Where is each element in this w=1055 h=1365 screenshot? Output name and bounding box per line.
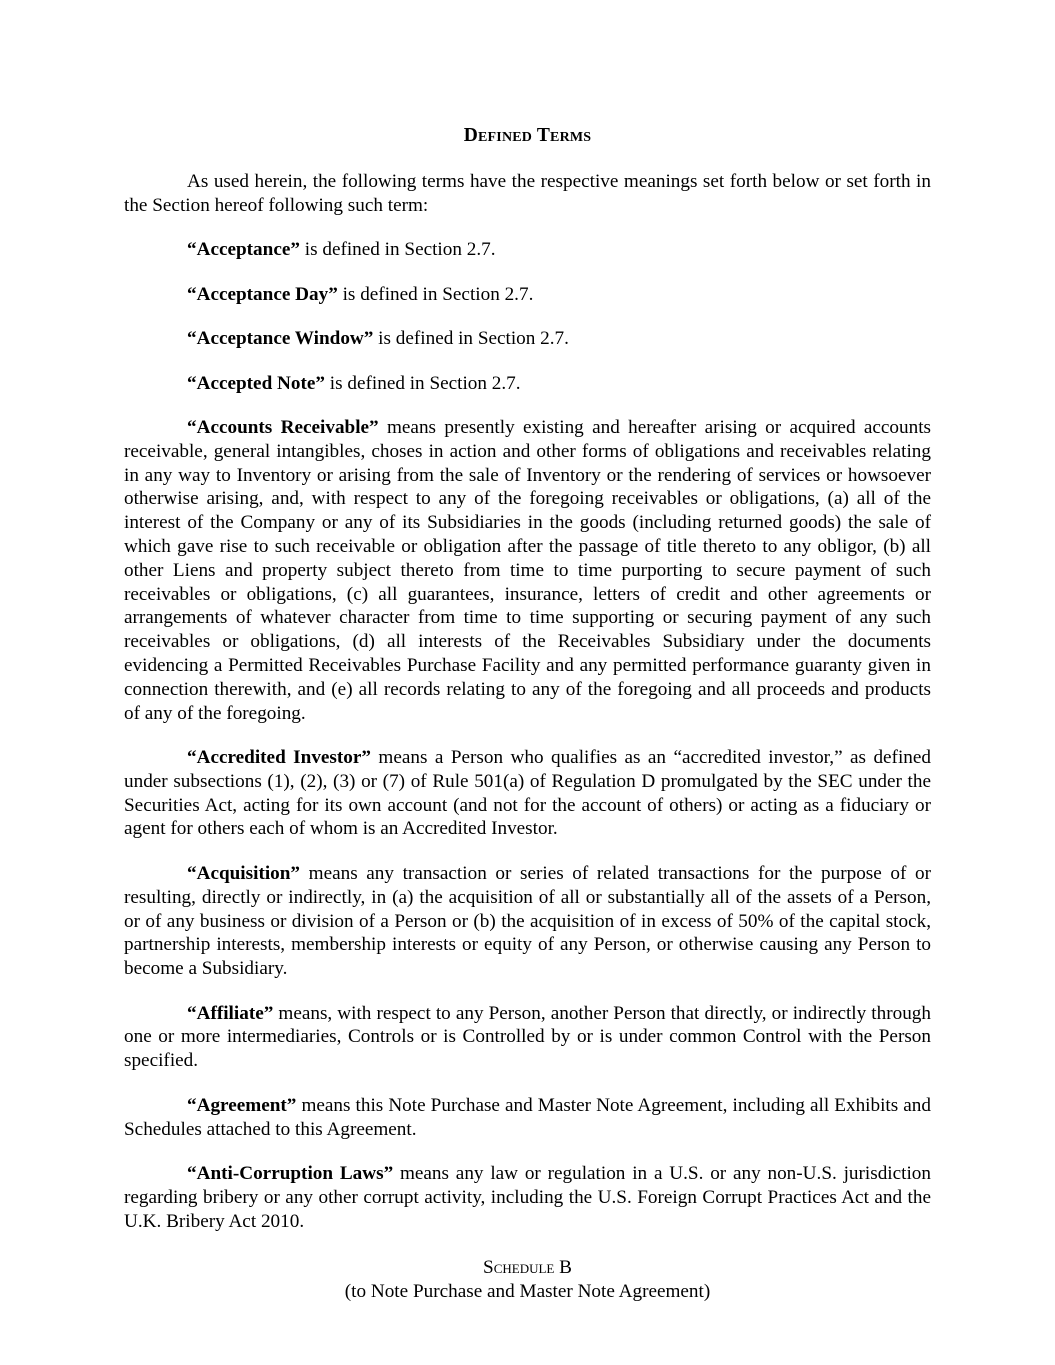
definition-text: means a Person who qualifies as an “accredited investor,” as defined under subsections (1), (2), (3) or (7) of Rule 501(a) of Regulation D promulgated by the SEC under the Securities Act, acting for its own account (and not for the account of others) or acting as a fiduciary or agent for others each of whom is an Accredited Investor.: [124, 747, 931, 840]
definition-text: means any law or regulation in a U.S. or any non-U.S. jurisdiction regarding bribery or any other corrupt activity, including the U.S. Foreign Corrupt Practices Act and the U.K. Bribery Act 2010.: [124, 1162, 931, 1232]
definition-accredited-investor: [124, 746, 931, 841]
defined-term: “Accepted Note”: [187, 372, 325, 394]
defined-term: “Affiliate”: [187, 1002, 274, 1024]
defined-term: “Anti-Corruption Laws”: [187, 1162, 394, 1184]
definition-acceptance: [124, 238, 931, 262]
definition-accounts-receivable: [124, 416, 931, 725]
defined-term: “Accounts Receivable”: [187, 417, 379, 439]
defined-term: “Acceptance Window”: [187, 328, 374, 350]
definition-acceptance-window: [124, 327, 931, 351]
definition-text: means, with respect to any Person, another Person that directly, or indirectly through one or more intermediaries, Controls or is Controlled by or is under common Control with the Person specified.: [124, 1002, 931, 1072]
definition-text: is defined in Section 2.7.: [337, 283, 534, 305]
definitions-body: [124, 170, 931, 1254]
defined-term: “Acceptance”: [187, 239, 300, 261]
schedule-label: Schedule B: [483, 1257, 572, 1278]
definition-text: means this Note Purchase and Master Note Agreement, including all Exhibits and Schedules attached to this Agreement.: [124, 1094, 931, 1140]
definition-acquisition: [124, 862, 931, 981]
intro-paragraph: As used herein, the following terms have the respective meanings set forth below or set forth in the Section hereof following such term:: [124, 171, 931, 216]
definition-text: means presently existing and hereafter arising or acquired accounts receivable, general intangibles, choses in action and other forms of obligations and receivables relating in any way to Inventory or arising from the sale of Inventory or the rendering of services or howsoever otherwise arising, and, with respect to any of the foregoing receivables or obligations, (a) all of the interest of the Company or any of its Subsidiaries in the goods (including returned goods) the sale of which gave rise to such receivable or obligation after the passage of title thereto to any obligor, (b) all other Liens and property subject thereto from time to time purporting to secure payment of such receivables or obligations, (c) all guarantees, insurance, letters of credit and other agreements or arrangements of whatever character from time to time supporting or securing payment of any such receivables or obligations, (d) all interests of the Receivables Subsidiary under the documents evidencing a Permitted Receivables Purchase Facility and any permitted performance guaranty given in connection therewith, and (e) all records relating to any of the foregoing and all proceeds and products of any of the foregoing.: [124, 417, 932, 724]
definition-text: is defined in Section 2.7.: [373, 328, 569, 350]
definition-affiliate: [124, 1002, 931, 1073]
defined-term: “Agreement”: [187, 1094, 297, 1116]
definition-text: is defined in Section 2.7.: [325, 372, 521, 394]
page-footer: [124, 1256, 931, 1304]
page-title: Defined Terms: [463, 125, 592, 146]
schedule-subtitle: (to Note Purchase and Master Note Agreement): [344, 1281, 711, 1302]
definition-acceptance-day: [124, 283, 931, 307]
document-page: [124, 0, 931, 1365]
definition-text: is defined in Section 2.7.: [299, 239, 496, 261]
definition-text: means any transaction or series of related transactions for the purpose of or resulting, directly or indirectly, in (a) the acquisition of all or substantially all of the assets of a Person, or of any business or division of a Person or (b) the acquisition of in excess of 50% of the capital stock, partnership interests, membership interests or equity of any Person, or otherwise causing any Person to become a Subsidiary.: [124, 862, 931, 980]
defined-term: “Accredited Investor”: [187, 747, 371, 769]
defined-term: “Acquisition”: [187, 862, 301, 884]
definition-anti-corruption-laws: [124, 1162, 931, 1233]
definition-accepted-note: [124, 372, 931, 396]
definition-agreement: [124, 1094, 931, 1142]
defined-term: “Acceptance Day”: [187, 283, 338, 305]
